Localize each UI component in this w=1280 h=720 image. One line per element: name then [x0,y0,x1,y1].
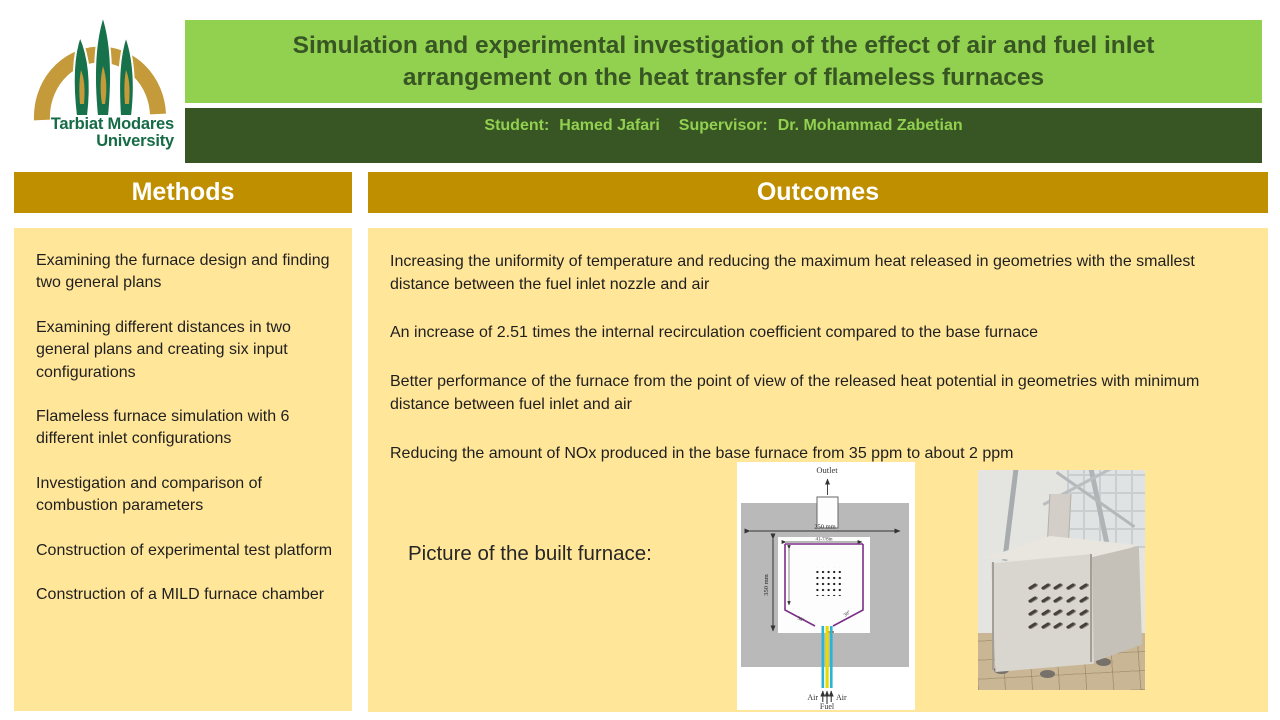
furnace-photo [978,470,1145,690]
air-left-label: Air [807,693,818,702]
university-name-line2: University [96,131,174,150]
supervisor-name: Dr. Mohammad Zabetian [777,117,963,134]
width-dimension-label: 250 mm [814,523,836,531]
probe [1041,583,1050,590]
air-right-label: Air [836,693,847,702]
outcomes-header [368,172,1268,213]
outcomes-item: An increase of 2.51 times the internal recirculation coefficient compared to the base furnace [390,324,1039,342]
photo-panel-seam [992,562,994,670]
title-band [185,20,1262,103]
height-dimension-label: 350 mm [763,574,770,596]
poster-title: Simulation and experimental investigation of the effect of air and fuel inlet arrangement on the heat transfer of flameless furnaces [292,31,1155,91]
student-label: Student: [484,117,550,134]
university-logo [26,12,178,164]
furnace-schematic-drawing [737,462,915,710]
probe [1053,583,1062,590]
photo-thermocouple-probes [1026,580,1090,632]
probe [1053,596,1062,603]
probe [1041,596,1050,603]
university-name [26,116,178,150]
probe [1066,583,1075,590]
furnace-picture-caption: Picture of the built furnace: [408,542,652,565]
angle-left-label: 38° [796,616,805,624]
authors-band [185,108,1262,163]
methods-item: Flameless furnace simulation with 6 different inlet configurations [36,407,290,448]
fuel-tube [826,626,829,688]
outcomes-item: Reducing the amount of NOx produced in the base furnace from 35 ppm to about 2 ppm [390,444,1014,462]
probe [1028,596,1037,603]
photo-furnace-foot [1040,670,1055,678]
probe [1066,609,1075,616]
methods-item: Examining the furnace design and finding two general plans [36,252,330,292]
probe [1053,609,1062,616]
angle-right-label: 30° [843,610,852,619]
probe [1028,609,1037,616]
furnace-schematic [737,462,915,710]
probe [1053,622,1062,629]
outcomes-heading: Outcomes [756,178,880,206]
photo-panel-seam [1090,554,1092,662]
probe [1066,596,1075,603]
air-tube-left [822,626,825,688]
university-logo-emblem [26,12,178,124]
university-name-line1: Tarbiat Modares [50,115,174,133]
methods-item: Construction of a MILD furnace chamber [36,585,325,603]
methods-heading: Methods [131,178,235,206]
probe [1041,609,1050,616]
probe [1079,583,1088,590]
probe [1066,622,1075,629]
probe [1028,583,1037,590]
probe [1079,596,1088,603]
supervisor-label: Supervisor: [678,117,768,134]
thermocouple-grid [815,567,844,596]
air-tube-right [830,626,833,688]
outcomes-panel [368,228,1268,712]
methods-item: Investigation and comparison of combustion parameters [36,474,262,515]
outcomes-item: Increasing the uniformity of temperature and reducing the maximum heat released in geometries with the smallest distance between the fuel inlet nozzle and air [390,253,1195,293]
probe [1041,622,1050,629]
methods-item: Examining different distances in two general plans and creating six input configurations [36,318,291,381]
photo-furnace-side [1090,546,1142,662]
methods-item: Construction of experimental test platform [36,541,333,559]
methods-panel [14,228,352,711]
outcomes-item: Better performance of the furnace from the point of view of the released heat potential in geometries with minimum distance between fuel inlet and air [390,373,1200,413]
probe [1028,622,1037,629]
student-name: Hamed Jafari [559,117,660,134]
probe [1079,609,1088,616]
inner-width-dimension-label: 41-7/8in [815,537,833,543]
photo-scaffold-pole [1002,470,1019,561]
methods-header [14,172,352,213]
fuel-label: Fuel [819,702,835,710]
outlet-label: Outlet [816,465,838,475]
probe [1079,622,1088,629]
